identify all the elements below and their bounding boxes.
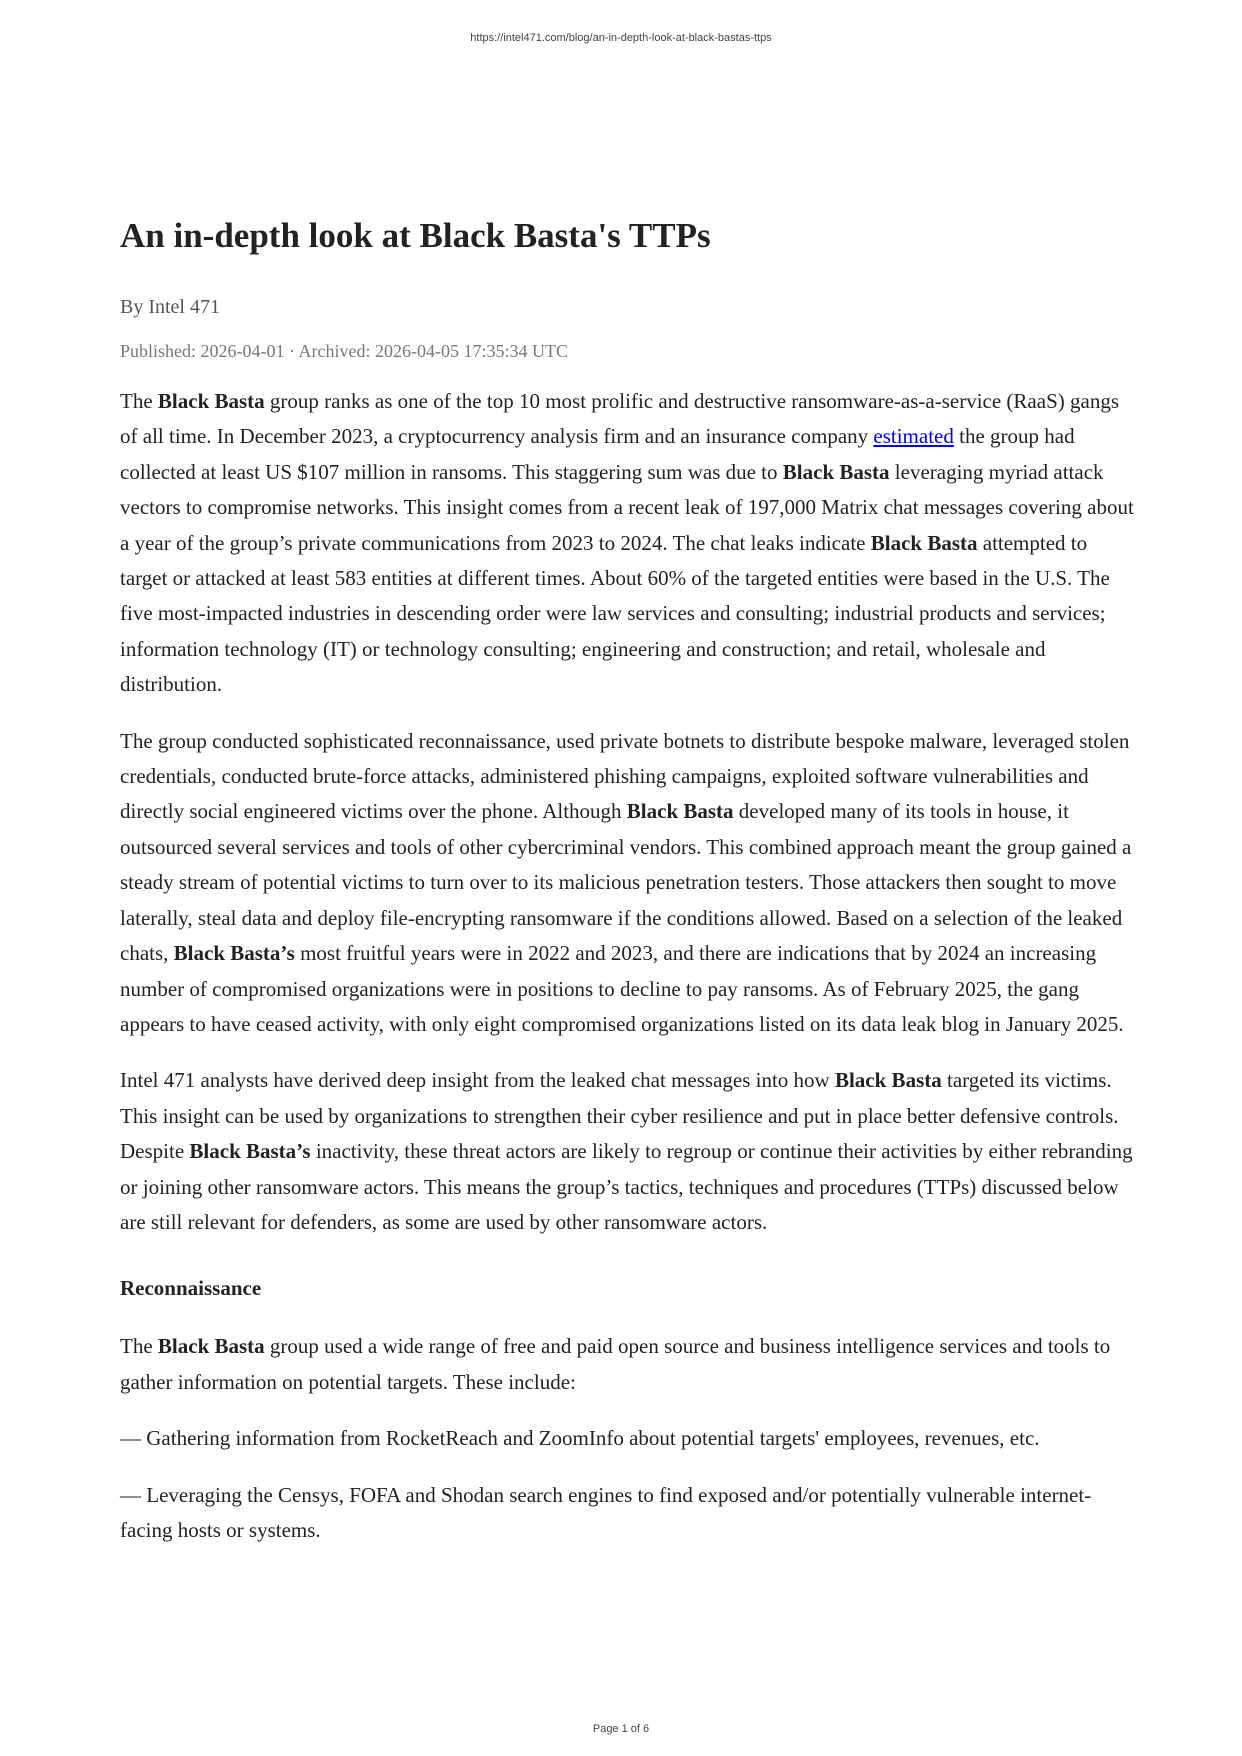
text: most fruitful years were in 2022 and 2023, and there are indications that by 2024 an increasing number of compromised organizations were in positions to decline to pay ransoms. As of February 2025, the gang appears to have ceased activity, with only eight compromised organizations listed on its data leak blog in January 2025. xyxy=(120,941,1124,1036)
paragraph-2 xyxy=(120,724,1135,1043)
text: targeted its victims. This insight can be used by organizations to strengthen their cyber resilience and put in place better defensive controls. Despite xyxy=(120,1068,1119,1164)
bold-text: Black Basta xyxy=(834,1068,942,1093)
article xyxy=(120,212,1135,1569)
text: group ranks as one of the top 10 most prolific and destructive ransomware-as-a-service (RaaS) gangs of all time. In December 2023, a cryptocurrency analysis firm and an insurance company xyxy=(120,389,1119,449)
text: The xyxy=(120,389,158,413)
bold-text: Black Basta’s xyxy=(189,1139,311,1164)
bold-text: Black Basta xyxy=(870,530,978,555)
text: developed many of its tools in house, it outsourced several services and tools of other cybercriminal vendors. This combined approach meant the group gained a steady stream of potential victims to turn over to its malicious penetration testers. Those attackers then sought to move laterally, steal data and deploy file-encrypting ransomware if the conditions allowed. Based on a selection of the leaked chats, xyxy=(120,799,1132,966)
bold-text: Black Basta xyxy=(157,389,265,413)
text: The group conducted sophisticated reconnaissance, used private botnets to distribute bespoke malware, leveraged stolen credentials, conducted brute-force attacks, administered phishing campaigns, exploited software vulnerabilities and directly social engineered victims over the phone. Although xyxy=(120,728,1130,824)
bold-text: Black Basta xyxy=(782,459,890,484)
text: group used a wide range of free and paid open source and business intelligence services and tools to gather information on potential targets. These include: xyxy=(120,1334,1111,1394)
page-number: Page 1 of 6 xyxy=(592,1723,650,1735)
text: The xyxy=(120,1334,158,1359)
text: attempted to target or attacked at least 583 entities at different times. About 60% of the targeted entities were based in the U.S. The five most-impacted industries in descending order were law services and consulting; industrial products and services; information technology (IT) or technology consulting; engineering and construction; and retail, wholesale and distribution. xyxy=(120,530,1110,697)
paragraph-intro xyxy=(120,384,1135,703)
bold-text: Black Basta’s xyxy=(173,941,295,966)
text: Intel 471 analysts have derived deep insight from the leaked chat messages into how xyxy=(120,1068,835,1093)
bold-text: Black Basta xyxy=(157,1334,265,1359)
bold-text: Black Basta xyxy=(626,799,734,824)
page-url-header: https://intel471.com/blog/an-in-depth-look-at-black-bastas-ttps xyxy=(470,32,772,44)
list-item: — Leveraging the Censys, FOFA and Shodan search engines to find exposed and/or potentially vulnerable internet-facing hosts or systems. xyxy=(120,1482,1092,1542)
article-title: An in-depth look at Black Basta's TTPs xyxy=(120,216,711,255)
estimated-link[interactable]: estimated xyxy=(873,424,954,449)
list-item: — Gathering information from RocketReach and ZoomInfo about potential targets' employees, revenues, etc. xyxy=(120,1426,1040,1451)
article-meta: Published: 2026-04-01 · Archived: 2026-04-05 17:35:34 UTC xyxy=(120,341,568,361)
text: inactivity, these threat actors are likely to regroup or continue their activities by either rebranding or joining other ransomware actors. This means the group’s tactics, techniques and procedures (TTPs) discussed below are still relevant for defenders, as some are used by other ransomware actors. xyxy=(120,1139,1133,1234)
paragraph-3 xyxy=(120,1063,1135,1240)
section-heading-reconnaissance: Reconnaissance xyxy=(120,1276,262,1301)
text: leveraging myriad attack vectors to compromise networks. This insight comes from a recent leak of 197,000 Matrix chat messages covering about a year of the group’s private communications from 2023 to 2024. The chat leaks indicate xyxy=(120,459,1134,555)
article-byline: By Intel 471 xyxy=(120,296,220,318)
text: the group had collected at least US $107 million in ransoms. This staggering sum was due to xyxy=(120,424,1075,484)
paragraph-4 xyxy=(120,1329,1135,1400)
